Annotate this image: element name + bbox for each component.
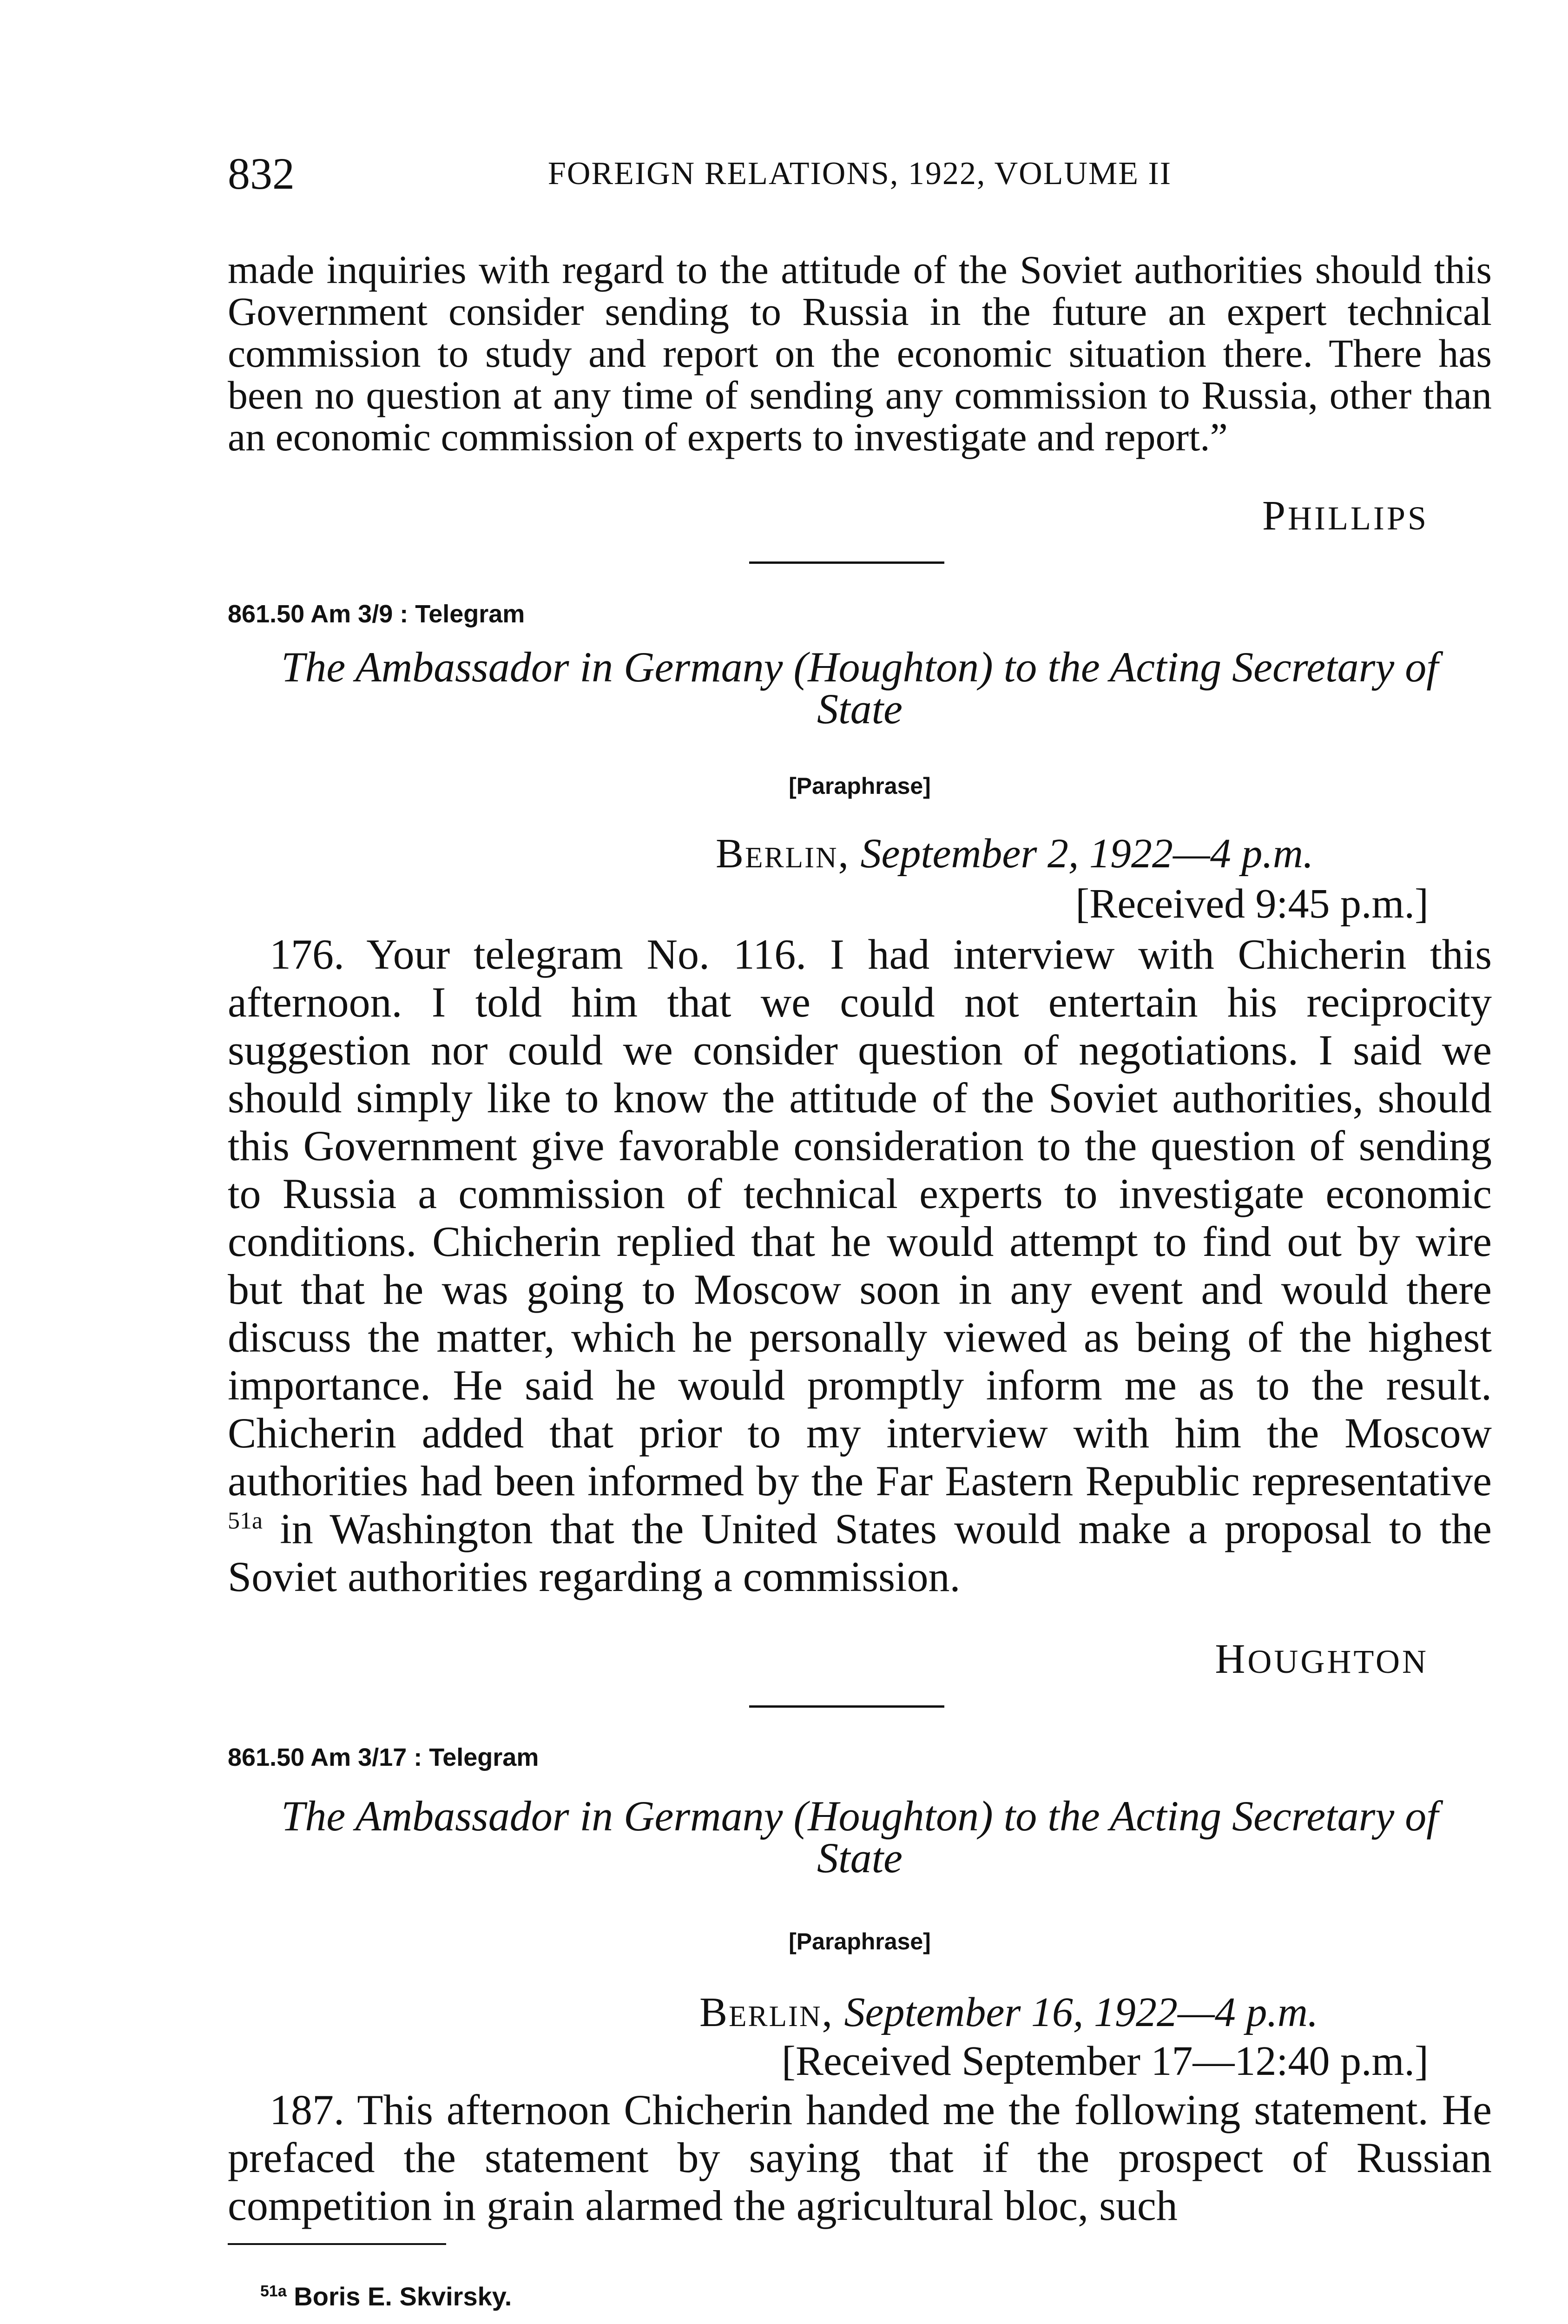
file-number: 861.50 Am 3/9 : Telegram bbox=[228, 600, 525, 628]
section-divider bbox=[749, 1705, 944, 1708]
footnote-text: Boris E. Skvirsky. bbox=[294, 2282, 512, 2311]
dateline-date: September 16, 1922—4 p.m. bbox=[844, 1989, 1318, 2035]
paraphrase-label: [Paraphrase] bbox=[789, 773, 931, 799]
dateline bbox=[716, 830, 1313, 878]
body-text: in Washington that the United States would make a proposal to the Soviet authorities regarding a commission. bbox=[228, 1505, 1492, 1600]
continuation-paragraph: made inquiries with regard to the attitude of the Soviet authorities should this Government consider sending to Russia in the future an expert technical commission to study and report on the economic situation there. There has been no question at any time of sending any commission to Russia, other than an economic commission of experts to investigate and report.” bbox=[228, 247, 1492, 459]
footnote bbox=[260, 2281, 512, 2311]
title-line: State bbox=[817, 1834, 903, 1882]
footnote-rule bbox=[228, 2243, 446, 2245]
dateline bbox=[699, 1988, 1318, 2036]
section-divider bbox=[749, 561, 944, 564]
footnote-marker: 51a bbox=[260, 2282, 287, 2300]
page-header bbox=[228, 148, 1492, 204]
received-line: [Received 9:45 p.m.] bbox=[1075, 881, 1429, 927]
received-line: [Received September 17—12:40 p.m.] bbox=[781, 2038, 1429, 2084]
running-head: FOREIGN RELATIONS, 1922, VOLUME II bbox=[547, 156, 1172, 191]
dateline-place: Berlin, bbox=[699, 1989, 834, 2035]
dateline-place: Berlin, bbox=[716, 831, 850, 877]
title-line: State bbox=[817, 685, 903, 733]
document-title bbox=[228, 1792, 1492, 1882]
telegram-body bbox=[228, 931, 1492, 1601]
body-text: 176. Your telegram No. 116. I had interview with Chicherin this afternoon. I told him that we could not entertain his reciprocity suggestion nor could we consider question of negotiations. I said we should simply like to know the attitude of the Soviet authorities, should this Government give favorable consideration to the question of sending to Russia a commission of technical experts to investigate economic conditions. Chicherin replied that he would attempt to find out by wire but that he was going to Moscow soon in any event and would there discuss the matter, which he personally viewed as being of the highest importance. He said he would promptly inform me as to the result. Chicherin added that prior to my interview with him the Moscow authorities had been informed by the Far Eastern Republic representative bbox=[228, 931, 1492, 1505]
title-line: The Ambassador in Germany (Houghton) to the Acting Secretary of bbox=[281, 1792, 1438, 1840]
page-number: 832 bbox=[228, 149, 295, 198]
footnote-reference: 51a bbox=[228, 1507, 263, 1534]
title-line: The Ambassador in Germany (Houghton) to the Acting Secretary of bbox=[281, 643, 1438, 691]
document-title bbox=[228, 643, 1492, 733]
signature-houghton: HOUGHTON bbox=[1215, 1636, 1429, 1682]
dateline-date: September 2, 1922—4 p.m. bbox=[860, 831, 1314, 877]
signature-phillips: PHILLIPS bbox=[1262, 493, 1429, 539]
file-number: 861.50 Am 3/17 : Telegram bbox=[228, 1743, 539, 1771]
paraphrase-label: [Paraphrase] bbox=[789, 1928, 931, 1954]
telegram-body: 187. This afternoon Chicherin handed me the following statement. He prefaced the statement by saying that if the prospect of Russian competition in grain alarmed the agricultural bloc, such bbox=[228, 2086, 1492, 2229]
